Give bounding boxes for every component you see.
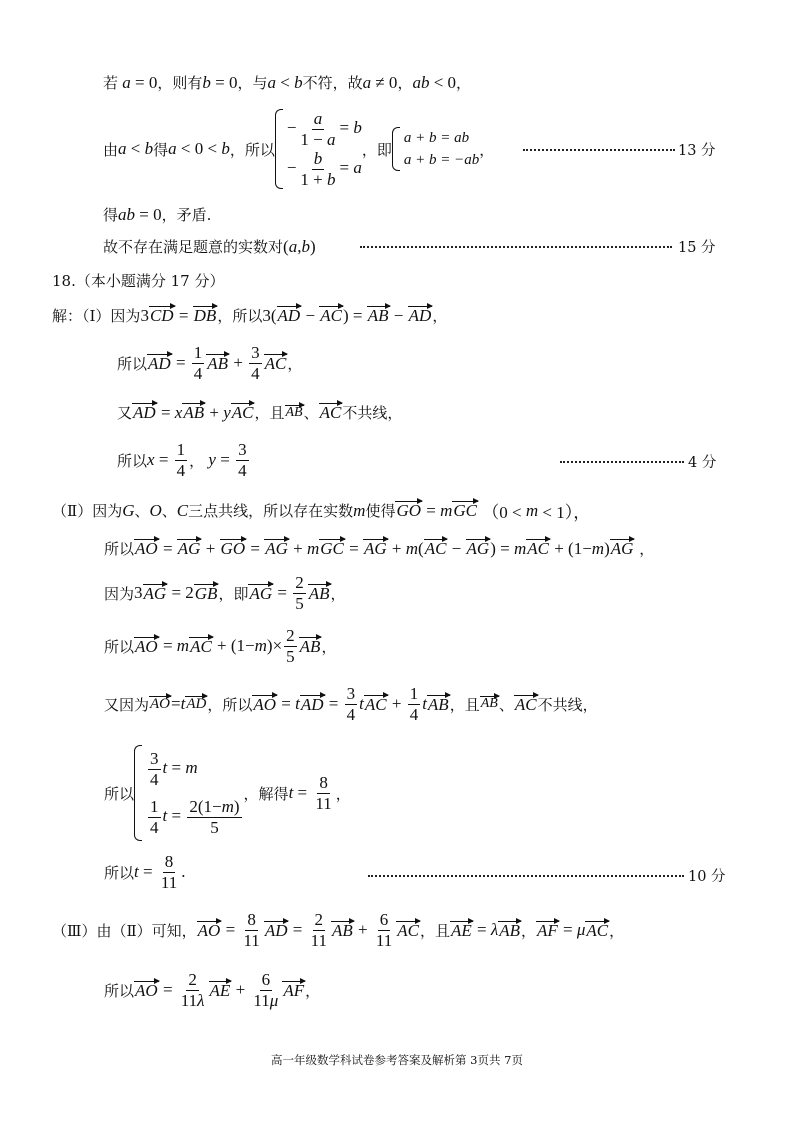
part2-line-7: 所以 t = $\frac{8}{11}$ . bbox=[104, 852, 186, 892]
text: ， bbox=[456, 74, 472, 92]
text: 所以 bbox=[104, 784, 135, 803]
part1-line-2: 所以 AD = $\frac{1}{4}$ AB + $\frac{3}{4}$ AC ， bbox=[117, 343, 303, 383]
text: 不共线， bbox=[342, 404, 403, 422]
part2-line-1: （Ⅱ）因为 G 、 O 、 C 三点共线，所以存在实数 m 使得 GO = m GC （0 < m < 1）， bbox=[52, 500, 591, 522]
page-footer: 高一年级数学科试卷参考答案及解析第 3页共 7页 bbox=[271, 1053, 523, 1067]
part2-line-6: 所以 $\frac{3}{4}$ t = m $\frac{1}{4}$ t = $\frac{2(1-m)}{5}$ ，解得 t = $\frac{8}{11}$ ， bbox=[104, 744, 351, 842]
text: （Ⅱ）因为 bbox=[52, 502, 123, 520]
text: 使得 bbox=[365, 502, 396, 520]
text: 不共线， bbox=[537, 695, 598, 714]
text: （Ⅲ）由（Ⅱ）可知， bbox=[52, 921, 197, 940]
score-label: 15 分 bbox=[678, 240, 716, 256]
text: ，所以 bbox=[217, 307, 263, 325]
text: 不符，故 bbox=[302, 74, 363, 92]
text: 所以 bbox=[117, 451, 148, 470]
text: 所以 bbox=[104, 540, 135, 558]
text: 得 bbox=[153, 140, 169, 159]
text: 又 bbox=[117, 404, 133, 422]
text: 所以 bbox=[104, 863, 135, 882]
part3-line-1: （Ⅲ）由（Ⅱ）可知， AO = $\frac{8}{11}$ AD = $\frac{2}{11}$ AB + $\frac{6}{11}$ AC ，且 AE = λ AB ， AF = μ AC ， bbox=[52, 910, 625, 950]
text: 、 bbox=[498, 695, 514, 714]
equation-system: − $\frac{a}{1 - a}$ = b − $\frac{b}{1 + b}$ = a bbox=[275, 109, 362, 189]
text: ， bbox=[520, 921, 536, 940]
part1-line-3: 又 AD = x AB + y AC ，且 AB 、 AC 不共线， bbox=[117, 402, 403, 423]
text: 故不存在满足题意的实数对 bbox=[103, 238, 284, 256]
part2-line-2: 所以 AO = AG + GO = AG + m GC = AG + m ( AC − AG ) = m AC + (1− m ) AG ， bbox=[104, 538, 655, 559]
text: ，所以 bbox=[207, 695, 253, 714]
text-line-2: 由 a < b 得 a < 0 < b ，所以 − $\frac{a}{1 - a}$ = b − $\frac{b}{1 + b}$ = a ，即 a + b = ab a + b = −ab ， bbox=[103, 109, 495, 189]
text: ，且 bbox=[419, 921, 450, 940]
text: 、 bbox=[303, 404, 319, 422]
score-leader bbox=[360, 246, 672, 248]
part2-line-5: 又因为 AO = t AD ，所以 AO = t AD = $\frac{3}{4}$ t AC + $\frac{1}{4}$ t AB ，且 AB 、 AC 不共线， bbox=[104, 684, 598, 724]
part2-line-3: 因为 3 AG = 2 GB ，即 AG = $\frac{2}{5}$ AB ， bbox=[104, 573, 346, 613]
text: 三点共线，所以存在实数 bbox=[188, 502, 354, 520]
text: 所以 bbox=[104, 981, 135, 1000]
text: ，矛盾. bbox=[161, 206, 212, 224]
text: ，即 bbox=[218, 584, 249, 603]
score-label: 13 分 bbox=[678, 143, 716, 159]
part3-line-2: 所以 AO = $\frac{2}{11\lambda}$ AE + $\frac{6}{11\mu}$ AF ， bbox=[104, 970, 321, 1010]
text: ，且 bbox=[449, 695, 480, 714]
text: 解：（Ⅰ）因为 bbox=[52, 307, 141, 325]
text: ，则有 bbox=[157, 74, 203, 92]
part2-line-4: 所以 AO = m AC + (1− m )× $\frac{2}{5}$ AB ， bbox=[104, 626, 337, 666]
text: 所以 bbox=[117, 354, 148, 373]
score-label: 4 分 bbox=[688, 455, 717, 471]
text: 若 bbox=[103, 74, 119, 92]
question-title: 18.（本小题满分 17 分） bbox=[52, 272, 225, 290]
score-leader bbox=[368, 875, 684, 877]
text: ，且 bbox=[254, 404, 285, 422]
score-leader bbox=[560, 461, 684, 463]
text: ，所以 bbox=[229, 140, 275, 159]
equation-system: $\frac{3}{4}$ t = m $\frac{1}{4}$ t = $\frac{2(1-m)}{5}$ bbox=[134, 745, 244, 841]
text: 所以 bbox=[104, 637, 135, 656]
text: ，解得 bbox=[243, 784, 289, 803]
text-line-4: 故不存在满足题意的实数对 ( a , b ) bbox=[103, 236, 316, 256]
score-leader bbox=[523, 149, 675, 151]
text: ，与 bbox=[237, 74, 268, 92]
text: 因为 bbox=[104, 584, 135, 603]
text: 又因为 bbox=[104, 695, 150, 714]
text: ， bbox=[479, 140, 495, 159]
text: ，即 bbox=[361, 140, 392, 159]
text: 得 bbox=[103, 206, 119, 224]
text: 由 bbox=[103, 140, 119, 159]
text-line-3: 得 ab = 0 ，矛盾. bbox=[103, 204, 212, 224]
part1-line-4: 所以 x = $\frac{1}{4}$ ， y = $\frac{3}{4}$ bbox=[117, 440, 247, 480]
part1-line-1: 解：（Ⅰ）因为 3 CD = DB ，所以 3( AD − AC ) = AB − AD ， bbox=[52, 305, 448, 326]
text-line-1: 若 a = 0 ，则有 b = 0 ，与 a < b 不符，故 a ≠ 0 ， ab < 0 ， bbox=[103, 72, 472, 92]
equation-system: a + b = ab a + b = −ab bbox=[392, 127, 479, 171]
score-label: 10 分 bbox=[688, 869, 726, 885]
